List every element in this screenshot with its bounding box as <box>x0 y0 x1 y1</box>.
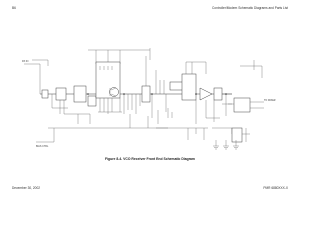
bottom-left-feed <box>36 128 54 142</box>
section-title: Controller/Modem Schematic Diagrams and Parts List <box>212 6 288 10</box>
output-wiring <box>222 94 232 116</box>
top-supply-rail <box>88 48 150 64</box>
output-amplifier <box>200 88 212 100</box>
output-attenuator <box>214 88 222 100</box>
rf-amplifier <box>74 86 86 102</box>
junction-dot <box>225 93 227 95</box>
input-filter <box>42 90 48 98</box>
bottom-right-network <box>156 128 232 140</box>
junction-dot <box>195 93 197 95</box>
output-port-label: TO MIXER <box>264 99 276 102</box>
footer-date: December 30, 2002 <box>12 186 40 190</box>
mixer-block <box>182 74 196 100</box>
left-feed-wires <box>24 60 48 94</box>
footer-doc-number: PMR 6880XXX-X <box>263 186 288 190</box>
junction-dot <box>87 93 89 95</box>
right-top-traces <box>240 60 262 78</box>
ground-symbol-1 <box>213 140 219 149</box>
ground-symbol-2 <box>223 140 229 149</box>
input-matching-network <box>56 88 66 100</box>
lower-mid-network <box>64 114 148 128</box>
junction-dot <box>151 93 153 95</box>
buffer-amplifier <box>142 86 150 102</box>
figure-caption: Figure 8-4. VCO Receiver Front End Schematic Diagram <box>105 157 195 161</box>
bias-network <box>88 96 96 106</box>
switch-ic <box>232 128 242 142</box>
page-number: B6 <box>12 6 16 10</box>
junction-dot <box>123 93 125 95</box>
bottom-port-label: BIAS CTRL <box>36 145 49 148</box>
input-port-label: RX IN <box>22 60 29 63</box>
regulator-ic <box>234 98 250 112</box>
